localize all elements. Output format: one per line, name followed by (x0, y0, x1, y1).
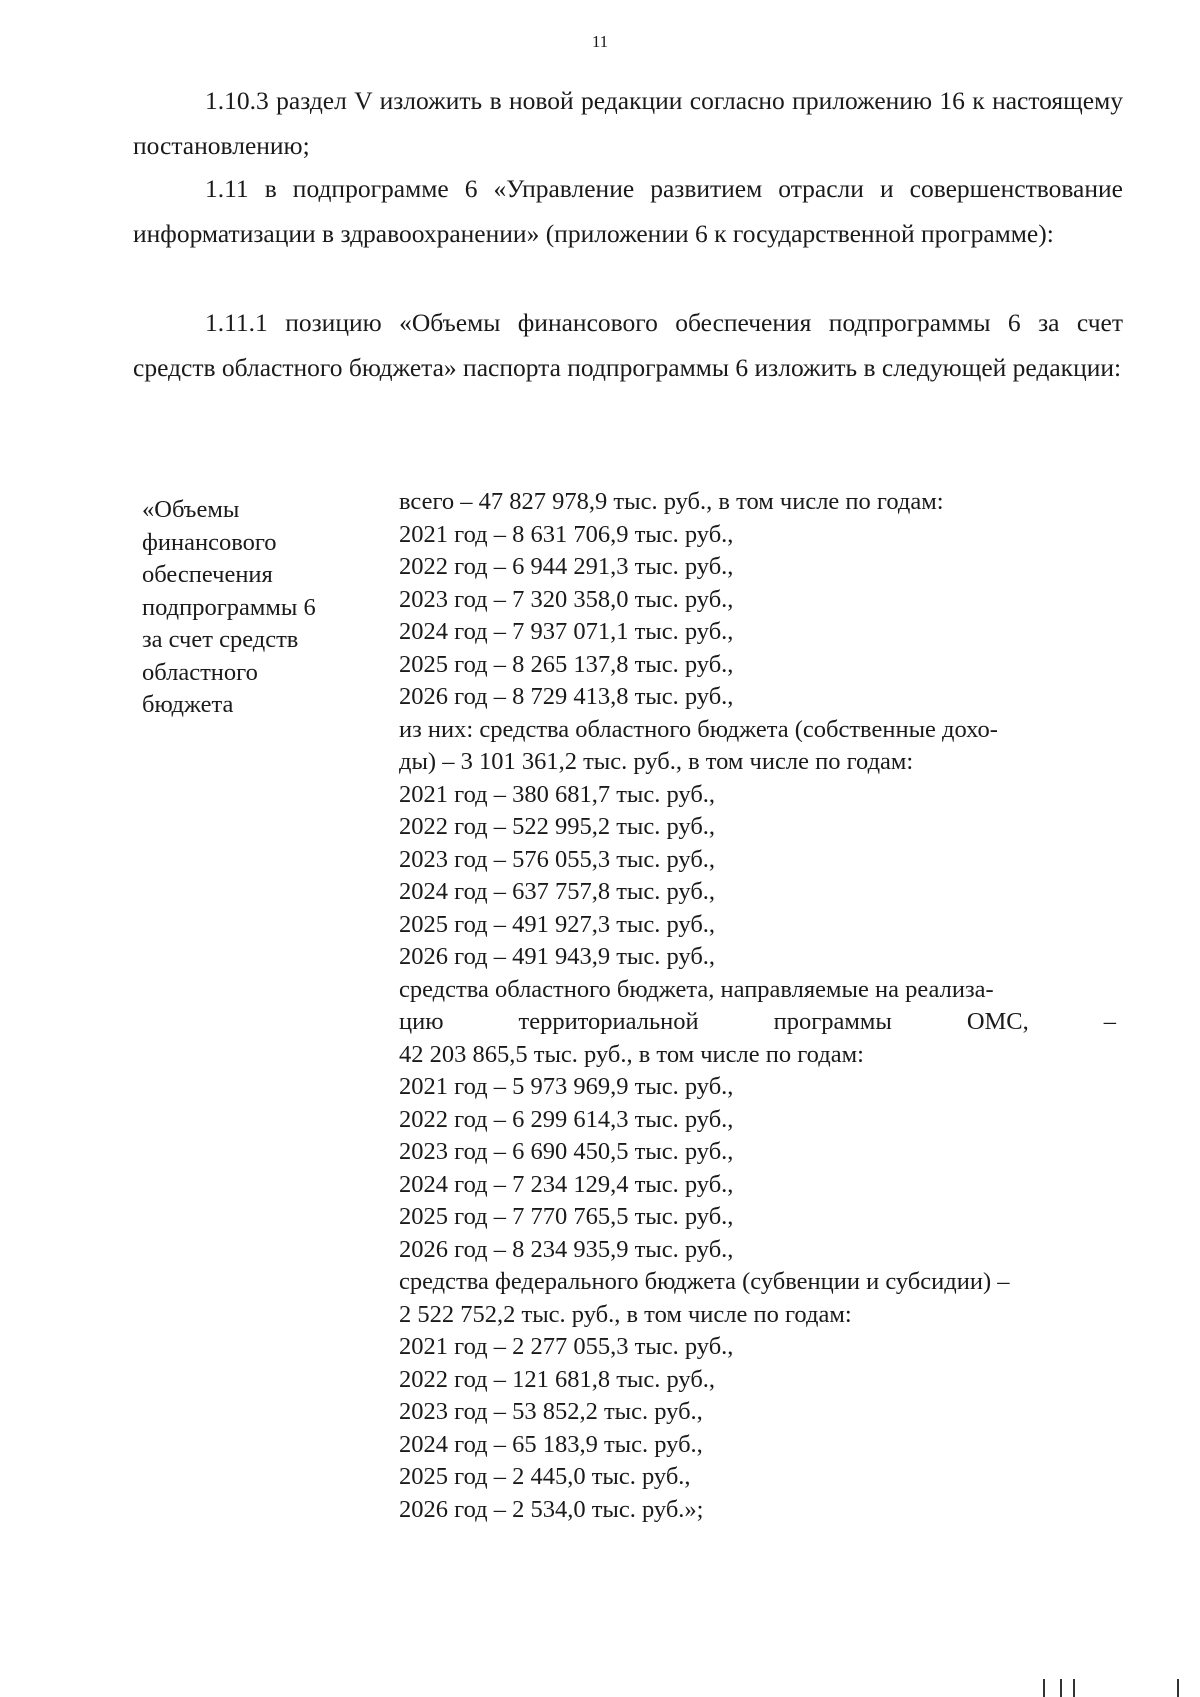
federal-year-line: 2022 год – 121 681,8 тыс. руб., (399, 1365, 716, 1393)
scan-edge-mark (1073, 1679, 1075, 1697)
total-year-line: 2025 год – 8 265 137,8 тыс. руб., (399, 650, 734, 678)
oms-word: цию (399, 1008, 444, 1035)
federal-year-line: 2024 год – 65 183,9 тыс. руб., (399, 1430, 703, 1458)
left-line: обеспечения (142, 561, 273, 588)
left-line: подпрограммы 6 (142, 593, 316, 621)
left-line: финансового (142, 528, 277, 556)
left-line: «Объемы (142, 496, 240, 523)
oms-year-line: 2024 год – 7 234 129,4 тыс. руб., (399, 1170, 734, 1198)
federal-funds-line: 2 522 752,2 тыс. руб., в том числе по годам: (399, 1300, 852, 1328)
oms-year-line: 2025 год – 7 770 765,5 тыс. руб., (399, 1203, 734, 1230)
own-year-line: 2022 год – 522 995,2 тыс. руб., (399, 813, 716, 840)
oms-word: – (1103, 1008, 1116, 1035)
oms-year-line: 2023 год – 6 690 450,5 тыс. руб., (399, 1138, 734, 1165)
oms-year-line: 2026 год – 8 234 935,9 тыс. руб., (399, 1235, 734, 1263)
federal-year-line: 2021 год – 2 277 055,3 тыс. руб., (399, 1333, 734, 1360)
federal-year-line: 2025 год – 2 445,0 тыс. руб., (399, 1463, 691, 1490)
page-number: 11 (591, 32, 609, 51)
own-funds-line: ды) – 3 101 361,2 тыс. руб., в том числе по годам: (399, 748, 914, 775)
own-funds-line: из них: средства областного бюджета (собственные дохо- (399, 715, 998, 743)
oms-funds-line-justified (399, 1006, 1116, 1039)
table-right-column (399, 486, 1116, 1526)
scan-edge-mark (1060, 1679, 1062, 1697)
federal-funds-line: средства федерального бюджета (субвенции и субсидии) – (399, 1268, 1010, 1295)
oms-word: ОМС, (966, 1008, 1029, 1035)
own-year-line: 2025 год – 491 927,3 тыс. руб., (399, 910, 716, 938)
own-year-line: 2026 год – 491 943,9 тыс. руб., (399, 943, 716, 970)
federal-year-line: 2026 год – 2 534,0 тыс. руб.»; (399, 1495, 704, 1523)
own-year-line: 2024 год – 637 757,8 тыс. руб., (399, 878, 716, 905)
total-year-line: 2024 год – 7 937 071,1 тыс. руб., (399, 618, 734, 645)
total-year-line: 2026 год – 8 729 413,8 тыс. руб., (399, 683, 734, 710)
oms-word: программы (773, 1008, 892, 1035)
oms-word: территориальной (518, 1008, 699, 1035)
total-year-line: 2022 год – 6 944 291,3 тыс. руб., (399, 553, 734, 580)
scan-edge-mark (1177, 1679, 1179, 1697)
paragraph-1-11: 1.11 в подпрограмме 6 «Управление развитием отрасли и совершенствование информатизации в здравоохранении» (приложении 6 к государственной программе): (133, 174, 1123, 248)
total-year-line: 2021 год – 8 631 706,9 тыс. руб., (399, 520, 734, 548)
scan-edge-mark (1043, 1679, 1045, 1697)
federal-year-line: 2023 год – 53 852,2 тыс. руб., (399, 1398, 703, 1425)
paragraph-1-11-1: 1.11.1 позицию «Объемы финансового обеспечения подпрограммы 6 за счет средств областного бюджета» паспорта подпрограммы 6 изложить в следующей редакции: (133, 308, 1123, 382)
oms-funds-line: средства областного бюджета, направляемые на реализа- (399, 975, 994, 1003)
oms-year-line: 2021 год – 5 973 969,9 тыс. руб., (399, 1073, 734, 1100)
oms-funds-line: 42 203 865,5 тыс. руб., в том числе по годам: (399, 1040, 864, 1068)
paragraph-1-10-3: 1.10.3 раздел V изложить в новой редакции согласно приложению 16 к настоящему постановлению; (133, 86, 1123, 160)
left-line: областного (142, 658, 258, 686)
table-left-column (142, 494, 392, 722)
total-line: всего – 47 827 978,9 тыс. руб., в том числе по годам: (399, 488, 944, 515)
own-year-line: 2023 год – 576 055,3 тыс. руб., (399, 845, 716, 873)
oms-year-line: 2022 год – 6 299 614,3 тыс. руб., (399, 1105, 734, 1133)
left-line: бюджета (142, 691, 234, 718)
total-year-line: 2023 год – 7 320 358,0 тыс. руб., (399, 585, 734, 613)
own-year-line: 2021 год – 380 681,7 тыс. руб., (399, 780, 716, 808)
left-line: за счет средств (142, 626, 299, 653)
